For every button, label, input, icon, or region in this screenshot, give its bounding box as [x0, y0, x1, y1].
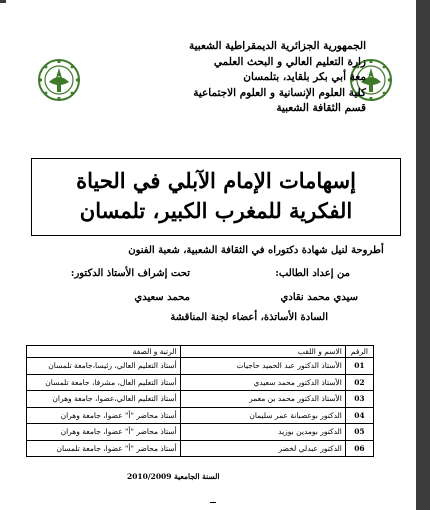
row-num: 05: [345, 424, 373, 441]
row-name: الدكتور بومدين بوزيد: [180, 424, 345, 441]
table-row: [27, 440, 374, 457]
table-row: [27, 407, 374, 424]
row-num: 03: [345, 391, 373, 408]
row-role: أستاذ التعليم العالي، رئيسا،جامعة تلمسان: [27, 358, 181, 375]
row-role: أستاذ محاضر "أ" عضوا، جامعة تلمسان: [27, 440, 181, 457]
left-university-emblem-icon: [37, 58, 81, 102]
ministry-line: زارة التعليم العالي و البحث العلمي: [213, 55, 366, 68]
row-name: الأستاذ الدكتور محمد بن معمر: [180, 391, 345, 408]
table-row: [27, 391, 374, 408]
row-name: الأستاذ الدكتور عبد الحميد حاجيات: [180, 358, 345, 375]
academic-year: السنة الجامعية 2010/2009: [127, 472, 220, 481]
university-line: معة أبي بكر بلقايد، بتلمسان: [243, 71, 366, 83]
row-role: أستاذ محاضر "أ" عضوا، جامعة وهران: [27, 424, 181, 441]
row-name: الأستاذ الدكتور محمد سعيدي: [180, 374, 345, 391]
row-role: أستاذ التعليم العالي،عضوا، جامعة وهران: [27, 391, 181, 408]
republic-line: الجمهورية الجزائرية الديمقراطية الشعبية: [188, 40, 366, 52]
row-num: 02: [345, 374, 373, 391]
document-page: [6, 0, 416, 510]
header-name: الاسم و اللقب: [180, 346, 345, 358]
institution-header: [156, 39, 366, 117]
window-edge-shadow: [416, 0, 430, 510]
prepared-by-label: من إعداد الطالب:: [275, 268, 350, 279]
committee-header-row: [27, 346, 374, 358]
header-role: الرتبة و الصفة: [27, 346, 181, 358]
faculty-line: كلية العلوم الإنسانية و العلوم الاجتماعية: [193, 86, 366, 99]
supervised-by-label: تحت إشراف الأستاذ الدكتور:: [70, 268, 190, 279]
table-row: [27, 374, 374, 391]
row-num: 04: [345, 407, 373, 424]
thesis-subtitle: أطروحة لنيل شهادة دكتوراه في الثقافة الشعبية، شعبة الفنون: [128, 245, 384, 256]
committee-table: [26, 345, 374, 457]
table-row: [27, 358, 374, 375]
header-num: الرقم: [345, 346, 373, 358]
student-name: سيدي محمد نقادي: [280, 292, 358, 303]
row-role: أستاذ محاضر "أ" عضوا، جامعة وهران: [27, 407, 181, 424]
table-row: [27, 424, 374, 441]
page-number-mark: [210, 502, 216, 506]
thesis-title-box: [31, 158, 401, 236]
thesis-title-line-1: إسهامات الإمام الآبلي في الحياة: [76, 168, 356, 193]
row-name: الدكتور بوعصبانة عمر سليمان: [180, 407, 345, 424]
thesis-title-line-2: الفكرية للمغرب الكبير، تلمسان: [79, 198, 353, 223]
row-num: 06: [345, 440, 373, 457]
row-num: 01: [345, 358, 373, 375]
supervisor-name: محمد سعيدي: [134, 292, 190, 303]
department-line: قسم الثقافة الشعبية: [276, 102, 366, 114]
row-name: الدكتور عبدلي لخضر: [180, 440, 345, 457]
committee-title: السادة الأساتذة، أعضاء لجنة المناقشة: [170, 312, 328, 323]
row-role: أستاذ التعليم العال، مشرفا، جامعة تلمسان: [27, 374, 181, 391]
